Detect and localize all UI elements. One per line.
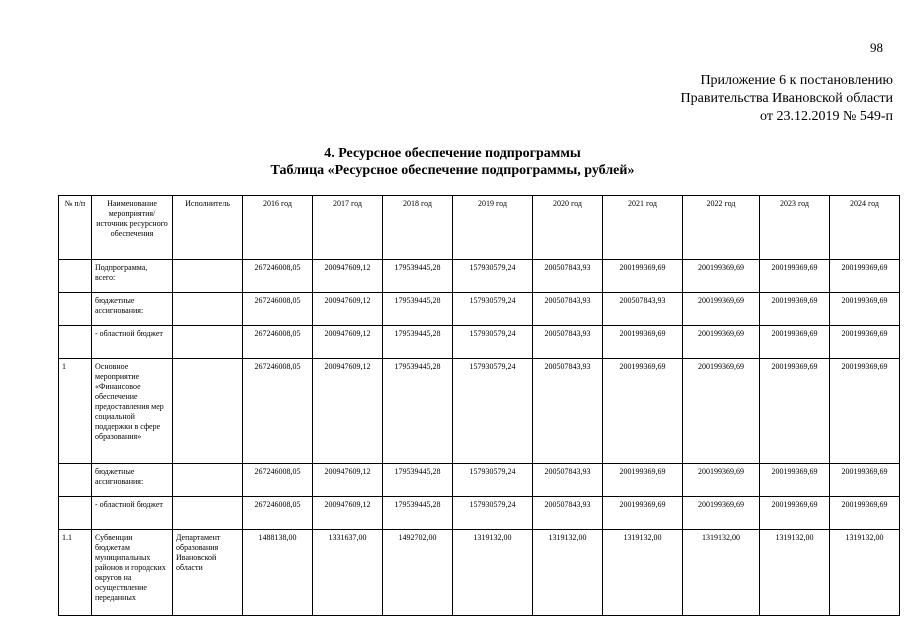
cell-value: 179539445,28 (383, 293, 453, 326)
cell-value: 267246008,05 (243, 497, 313, 530)
header-cell: 2021 год (603, 196, 683, 260)
cell-value: 157930579,24 (453, 260, 533, 293)
cell-value: 1319132,00 (533, 530, 603, 616)
cell-value: 200199369,69 (830, 359, 900, 464)
cell-name: Субвенции бюджетам муниципальных районов и городских округов на осуществление переданных (92, 530, 173, 616)
cell-value: 200199369,69 (603, 326, 683, 359)
table-row (59, 359, 900, 464)
cell-value: 1319132,00 (453, 530, 533, 616)
cell-value: 200199369,69 (603, 359, 683, 464)
cell-name: Подпрограмма, всего: (92, 260, 173, 293)
cell-value: 267246008,05 (243, 326, 313, 359)
header-cell: 2017 год (313, 196, 383, 260)
cell-value: 200199369,69 (830, 497, 900, 530)
cell-executor (173, 260, 243, 293)
cell-executor (173, 326, 243, 359)
table-title: Таблица «Ресурсное обеспечение подпрограммы, рублей» (270, 163, 635, 178)
cell-value: 200507843,93 (603, 293, 683, 326)
cell-value: 1492702,00 (383, 530, 453, 616)
cell-index (59, 293, 92, 326)
cell-value: 200199369,69 (760, 464, 830, 497)
cell-executor: Департамент образования Ивановской области (173, 530, 243, 616)
cell-value: 200199369,69 (603, 464, 683, 497)
cell-value: 179539445,28 (383, 326, 453, 359)
cell-value: 200947609,12 (313, 359, 383, 464)
cell-value: 200199369,69 (603, 260, 683, 293)
cell-value: 200199369,69 (683, 464, 760, 497)
appendix-line-1: Приложение 6 к постановлению (700, 73, 893, 88)
cell-value: 200199369,69 (760, 359, 830, 464)
table-row (59, 530, 900, 616)
cell-name: - областной бюджет (92, 326, 173, 359)
cell-value: 157930579,24 (453, 359, 533, 464)
cell-value: 1319132,00 (603, 530, 683, 616)
cell-value: 157930579,24 (453, 497, 533, 530)
cell-index (59, 497, 92, 530)
header-cell: № п/п (59, 196, 92, 260)
resource-table (58, 195, 900, 616)
table-row (59, 497, 900, 530)
cell-value: 179539445,28 (383, 359, 453, 464)
cell-value: 1319132,00 (683, 530, 760, 616)
cell-index (59, 326, 92, 359)
header-cell: 2018 год (383, 196, 453, 260)
cell-value: 1319132,00 (830, 530, 900, 616)
cell-value: 200947609,12 (313, 464, 383, 497)
cell-value: 157930579,24 (453, 293, 533, 326)
cell-index: 1.1 (59, 530, 92, 616)
cell-value: 267246008,05 (243, 464, 313, 497)
header-cell: 2024 год (830, 196, 900, 260)
appendix-line-3: от 23.12.2019 № 549-п (760, 109, 893, 124)
cell-value: 200199369,69 (603, 497, 683, 530)
cell-index (59, 260, 92, 293)
cell-value: 200199369,69 (830, 326, 900, 359)
table-row (59, 464, 900, 497)
cell-value: 1331637,00 (313, 530, 383, 616)
cell-value: 179539445,28 (383, 497, 453, 530)
appendix-reference (681, 72, 893, 126)
cell-index (59, 464, 92, 497)
cell-name: - областной бюджет (92, 497, 173, 530)
document-titles (0, 145, 905, 179)
cell-value: 200199369,69 (760, 293, 830, 326)
table-row (59, 293, 900, 326)
cell-value: 200507843,93 (533, 326, 603, 359)
cell-value: 200507843,93 (533, 359, 603, 464)
table-row (59, 260, 900, 293)
cell-value: 200199369,69 (830, 293, 900, 326)
cell-value: 200199369,69 (683, 326, 760, 359)
cell-value: 179539445,28 (383, 464, 453, 497)
cell-value: 200507843,93 (533, 464, 603, 497)
cell-value: 200199369,69 (760, 260, 830, 293)
cell-name: бюджетные ассигнования: (92, 293, 173, 326)
header-cell: 2019 год (453, 196, 533, 260)
table-row (59, 326, 900, 359)
cell-value: 1319132,00 (760, 530, 830, 616)
cell-value: 200507843,93 (533, 260, 603, 293)
header-cell: 2016 год (243, 196, 313, 260)
cell-executor (173, 497, 243, 530)
cell-value: 200199369,69 (683, 497, 760, 530)
section-title: 4. Ресурсное обеспечение подпрограммы (324, 146, 581, 161)
cell-value: 200199369,69 (683, 260, 760, 293)
cell-executor (173, 359, 243, 464)
cell-value: 200947609,12 (313, 326, 383, 359)
cell-value: 267246008,05 (243, 260, 313, 293)
cell-value: 1488138,00 (243, 530, 313, 616)
cell-index: 1 (59, 359, 92, 464)
cell-value: 200507843,93 (533, 293, 603, 326)
cell-value: 200199369,69 (683, 359, 760, 464)
cell-executor (173, 464, 243, 497)
cell-value: 200947609,12 (313, 497, 383, 530)
cell-value: 267246008,05 (243, 293, 313, 326)
header-cell: 2020 год (533, 196, 603, 260)
appendix-line-2: Правительства Ивановской области (680, 91, 893, 106)
cell-value: 200199369,69 (683, 293, 760, 326)
cell-value: 157930579,24 (453, 464, 533, 497)
table-header-row (59, 196, 900, 260)
cell-executor (173, 293, 243, 326)
cell-value: 200199369,69 (830, 260, 900, 293)
cell-value: 157930579,24 (453, 326, 533, 359)
cell-value: 179539445,28 (383, 260, 453, 293)
cell-value: 200199369,69 (760, 326, 830, 359)
cell-value: 200199369,69 (830, 464, 900, 497)
cell-name: бюджетные ассигнования: (92, 464, 173, 497)
cell-value: 200947609,12 (313, 293, 383, 326)
header-cell: Исполнитель (173, 196, 243, 260)
header-cell: Наименование мероприятия/ источник ресурсного обеспечения (92, 196, 173, 260)
header-cell: 2023 год (760, 196, 830, 260)
cell-value: 200507843,93 (533, 497, 603, 530)
cell-value: 267246008,05 (243, 359, 313, 464)
header-cell: 2022 год (683, 196, 760, 260)
cell-value: 200199369,69 (760, 497, 830, 530)
cell-name: Основное мероприятие «Финансовое обеспечение предоставления мер социальной поддержки в сфере образования» (92, 359, 173, 464)
cell-value: 200947609,12 (313, 260, 383, 293)
page-number: 98 (870, 40, 883, 55)
